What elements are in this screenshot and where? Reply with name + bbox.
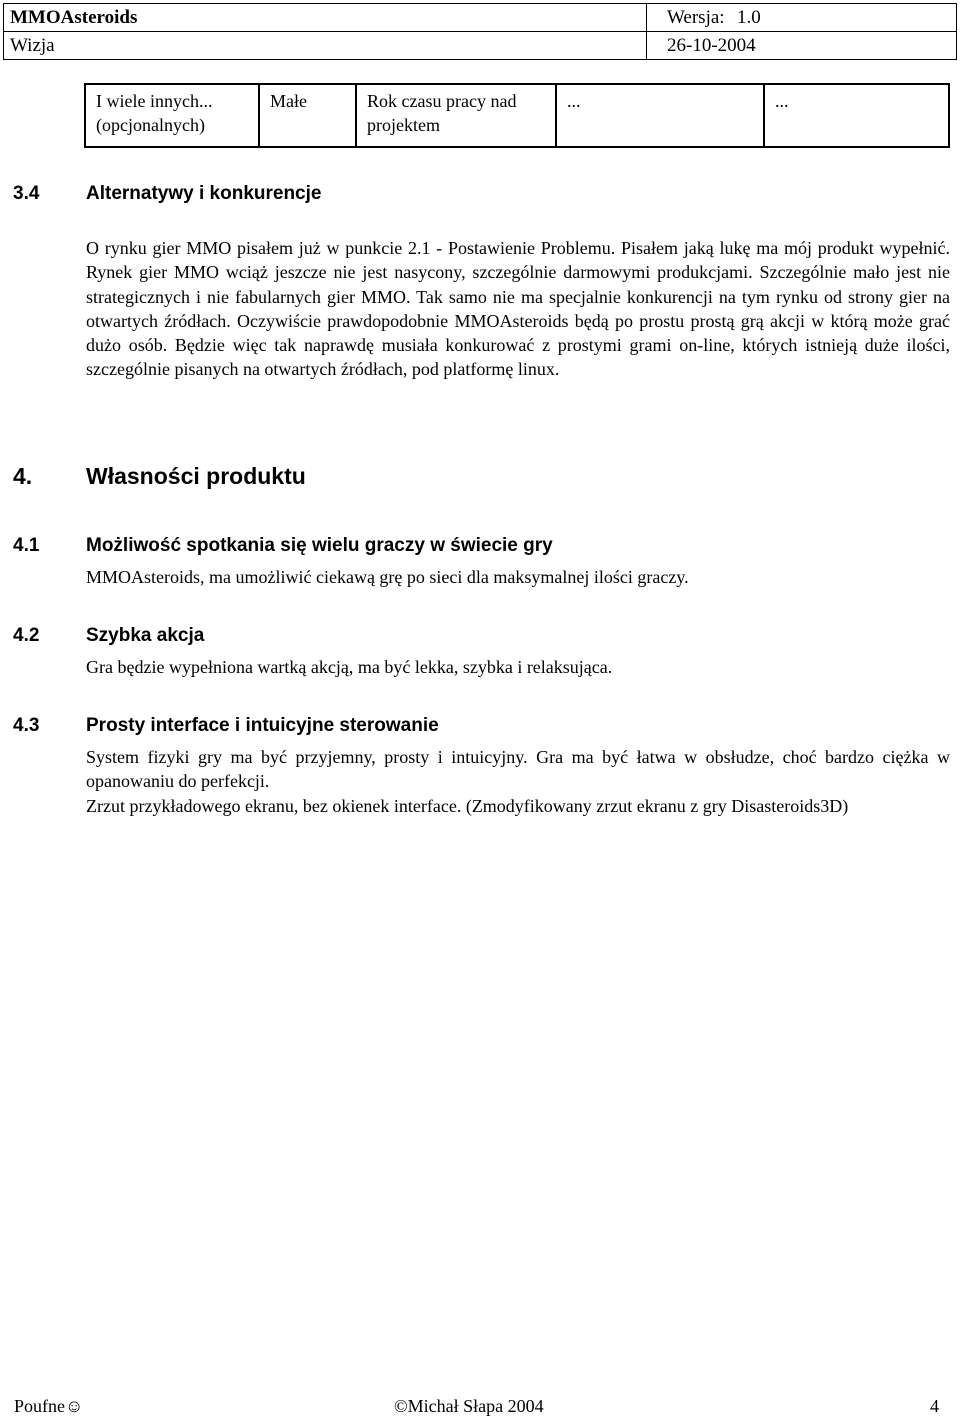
chapter-title: Własności produktu bbox=[86, 463, 306, 489]
section-paragraph: Gra będzie wypełniona wartką akcją, ma być lekka, szybka i relaksująca. bbox=[86, 657, 613, 677]
section-title: Szybka akcja bbox=[86, 625, 205, 646]
section-paragraph: O rynku gier MMO pisałem już w punkcie 2.1 - Postawienie Problemu. Pisałem jaką lukę ma mój produkt wypełnić. Rynek gier MMO wciąż jeszcze nie jest nasycony, szczególnie darmowymi produkcjami. Szczególnie mało jest nie strategicznych i nie fabularnych gier MMO. Tak samo nie ma specjalnie konkurencji na tym rynku od strony gier na otwartych źródłach. Oczywiście prawdopodobnie MMOAsteroids będą po prostu prostą grą akcji w którą może grać dużo osób. Będzie więc tak naprawdę musiała konkurować z prostymi grami on-line, których istnieją duże ilości, szczególnie pisanych na otwartych źródłach, pod platformę linux. bbox=[86, 238, 950, 380]
footer-page-number: 4 bbox=[930, 1396, 939, 1416]
table-cell: ... bbox=[556, 84, 764, 147]
table-row bbox=[85, 84, 949, 147]
header-doc-type: Wizja bbox=[4, 32, 647, 60]
section-number: 4.3 bbox=[13, 715, 40, 736]
paragraph-line: Zrzut przykładowego ekranu, bez okienek interface. (Zmodyfikowany zrzut ekranu z gry Disasteroids3D) bbox=[86, 795, 849, 816]
paragraph-line: System fizyki gry ma być przyjemny, prosty i intuicyjny. Gra ma być łatwa w obsłudze, choć bardzo ciężka w opanowaniu do perfekcji. bbox=[86, 747, 950, 792]
header-date: 26-10-2004 bbox=[647, 32, 957, 60]
header-title: MMOAsteroids bbox=[4, 4, 647, 32]
section-paragraph: MMOAsteroids, ma umożliwić ciekawą grę po sieci dla maksymalnej ilości graczy. bbox=[86, 567, 689, 587]
table-cell: ... bbox=[764, 84, 949, 147]
section-paragraph bbox=[86, 745, 950, 818]
section-number: 3.4 bbox=[13, 183, 40, 204]
table-cell: Rok czasu pracy nad projektem bbox=[356, 84, 556, 147]
footer-confidential: Poufne☺ bbox=[14, 1396, 84, 1416]
section-number: 4.2 bbox=[13, 625, 40, 646]
document-header bbox=[3, 3, 957, 60]
chapter-number: 4. bbox=[13, 463, 33, 489]
footer-copyright: ©Michał Słapa 2004 bbox=[394, 1396, 544, 1416]
header-version: Wersja: 1.0 bbox=[647, 4, 957, 32]
table-cell: I wiele innych... (opcjonalnych) bbox=[85, 84, 259, 147]
table-cell: Małe bbox=[259, 84, 356, 147]
features-table bbox=[84, 83, 950, 148]
section-title: Możliwość spotkania się wielu graczy w świecie gry bbox=[86, 535, 553, 556]
section-title: Alternatywy i konkurencje bbox=[86, 183, 322, 204]
section-number: 4.1 bbox=[13, 535, 40, 556]
section-title: Prosty interface i intuicyjne sterowanie bbox=[86, 715, 439, 736]
